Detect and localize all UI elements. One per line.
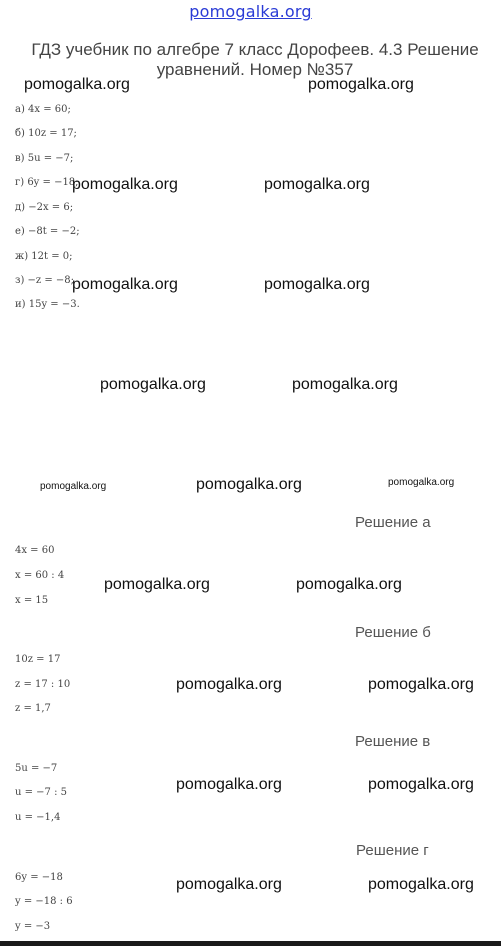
task-item-d: д) −2x = 6; <box>15 202 74 213</box>
task-item-z: з) −z = −8; <box>15 275 75 286</box>
solution-g-line: 6y = −18 <box>15 872 63 883</box>
watermark: pomogalka.org <box>72 276 178 293</box>
task-item-g: г) 6y = −18; <box>15 177 79 188</box>
watermark: pomogalka.org <box>368 776 474 793</box>
watermark: pomogalka.org <box>176 876 282 893</box>
solution-v-line: u = −7 : 5 <box>15 787 68 798</box>
watermark: pomogalka.org <box>24 76 130 93</box>
watermark: pomogalka.org <box>72 176 178 193</box>
watermark: pomogalka.org <box>308 76 414 93</box>
solution-g-line: y = −3 <box>15 921 51 932</box>
site-logo-link[interactable]: pomogalka.org <box>189 2 312 21</box>
solution-b-line: 10z = 17 <box>15 654 61 665</box>
solution-g-line: y = −18 : 6 <box>15 896 73 907</box>
task-item-v: в) 5u = −7; <box>15 153 74 164</box>
watermark: pomogalka.org <box>368 876 474 893</box>
solution-b-line: z = 1,7 <box>15 703 51 714</box>
solution-a-line: x = 60 : 4 <box>15 570 65 581</box>
solution-heading-b: Решение б <box>355 624 431 641</box>
solution-v-line: 5u = −7 <box>15 763 58 774</box>
watermark: pomogalka.org <box>40 481 107 492</box>
watermark: pomogalka.org <box>176 776 282 793</box>
task-item-b: б) 10z = 17; <box>15 128 77 139</box>
solution-b-line: z = 17 : 10 <box>15 679 71 690</box>
solution-v-line: u = −1,4 <box>15 812 61 823</box>
page-title: ГДЗ учебник по алгебре 7 класс Дорофеев. 4.3 Решение уравнений. Номер №357 <box>31 40 479 79</box>
task-item-zh: ж) 12t = 0; <box>15 251 73 262</box>
watermark: pomogalka.org <box>264 276 370 293</box>
watermark: pomogalka.org <box>196 476 302 493</box>
watermark: pomogalka.org <box>292 376 398 393</box>
watermark: pomogalka.org <box>176 676 282 693</box>
bottom-bar <box>0 941 501 946</box>
watermark: pomogalka.org <box>264 176 370 193</box>
solution-a-line: x = 15 <box>15 595 49 606</box>
solution-heading-v: Решение в <box>355 733 431 750</box>
watermark: pomogalka.org <box>100 376 206 393</box>
solution-heading-g: Решение г <box>356 842 429 859</box>
solution-heading-a: Решение а <box>355 514 431 531</box>
solution-a-line: 4x = 60 <box>15 545 55 556</box>
watermark: pomogalka.org <box>388 477 455 488</box>
watermark: pomogalka.org <box>296 576 402 593</box>
task-item-e: е) −8t = −2; <box>15 226 80 237</box>
watermark: pomogalka.org <box>104 576 210 593</box>
task-item-i: и) 15y = −3. <box>15 299 80 310</box>
watermark: pomogalka.org <box>368 676 474 693</box>
task-item-a: а) 4x = 60; <box>15 104 71 115</box>
